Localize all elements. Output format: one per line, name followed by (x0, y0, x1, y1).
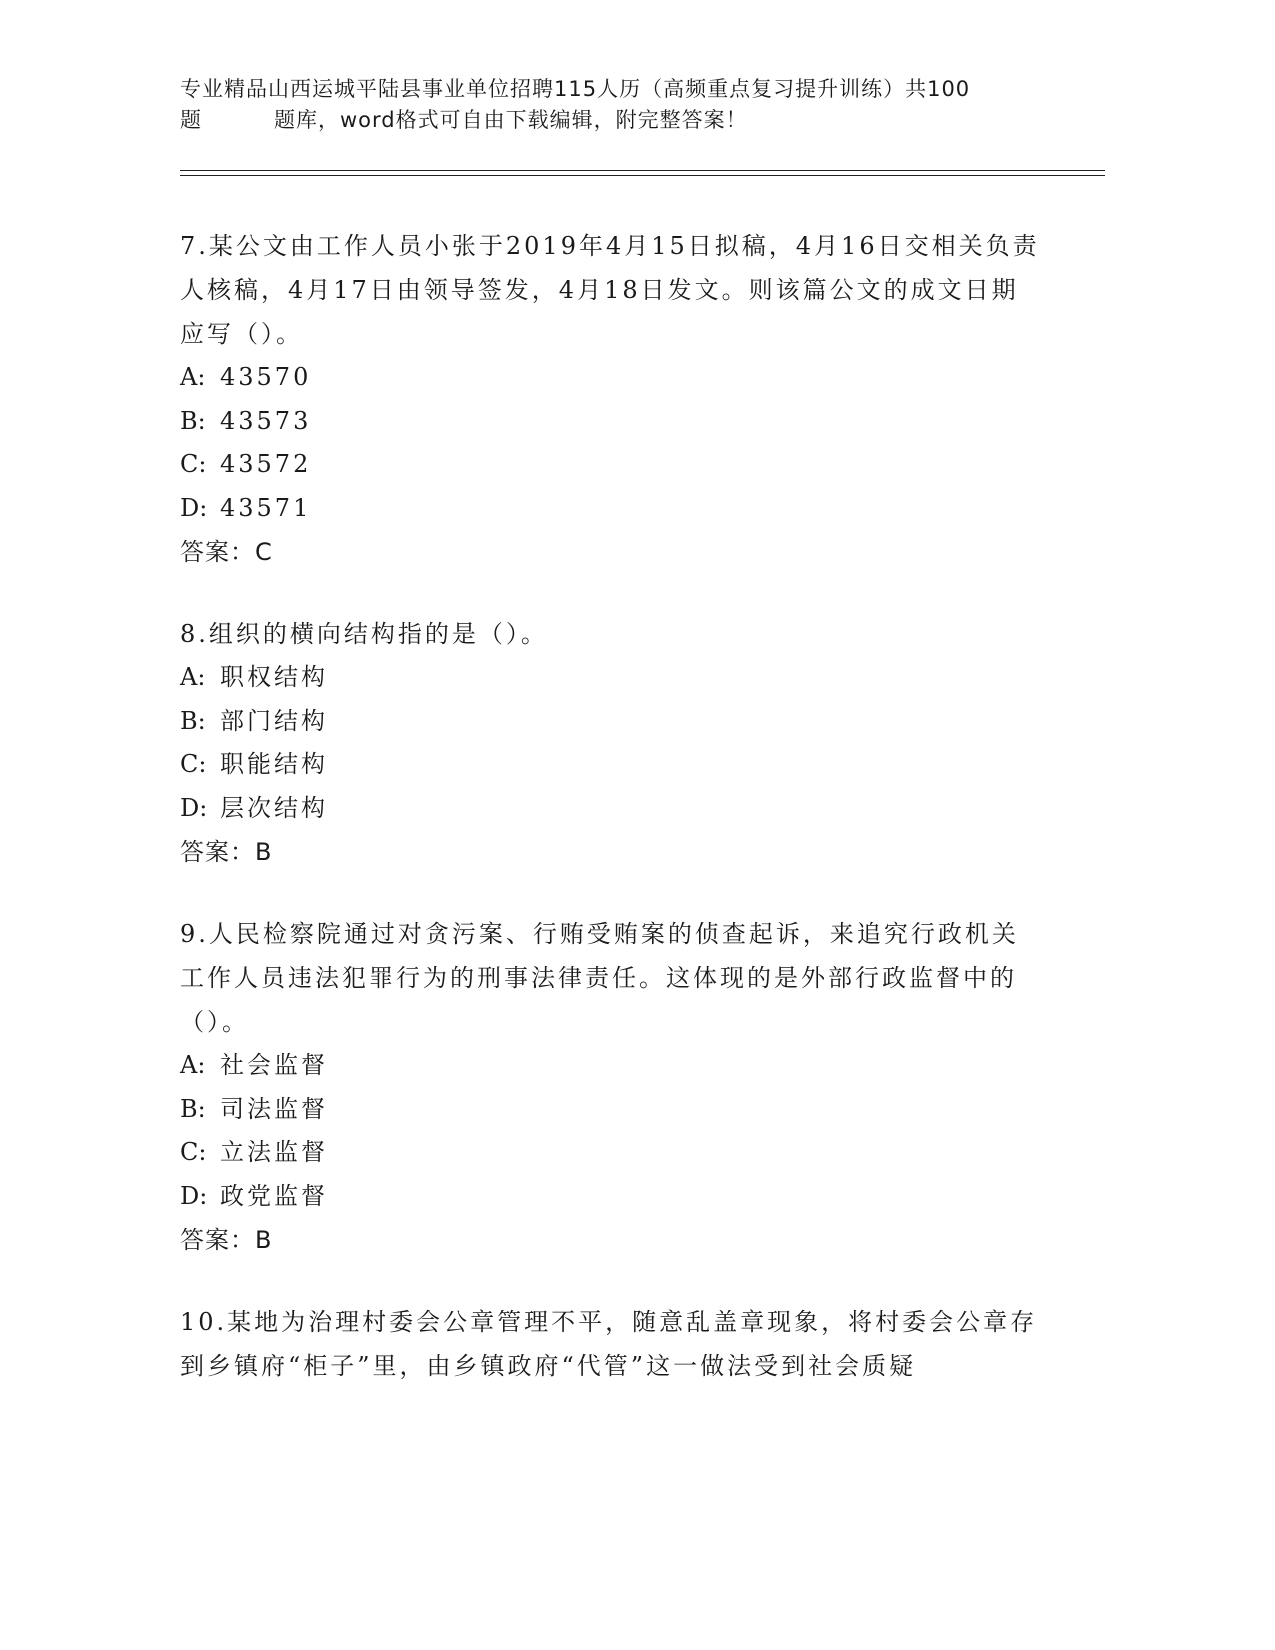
option-b: B: 43573 (180, 406, 312, 435)
question-10 (180, 1300, 1040, 1388)
question-stem: 10.某地为治理村委会公章管理不平，随意乱盖章现象，将村委会公章存到乡镇府“柜子”里，由乡镇政府“代管”这一做法受到社会质疑 (180, 1308, 1038, 1380)
option-d: D: 43571 (180, 493, 312, 522)
header-title-line1: 专业精品山西运城平陆县事业单位招聘115人历（高频重点复习提升训练）共100 (180, 77, 971, 101)
question-9 (180, 912, 1040, 1262)
question-stem: 9.人民检察院通过对贪污案、行贿受贿案的侦查起诉，来追究行政机关工作人员违法犯罪行为的刑事法律责任。这体现的是外部行政监督中的（）。 (180, 920, 1019, 1036)
header-title-line2 (180, 105, 1060, 136)
option-c: C: 43572 (180, 450, 312, 478)
question-8 (180, 612, 1040, 874)
header-divider-top (180, 170, 1105, 171)
option-b: B: 司法监督 (180, 1094, 328, 1123)
option-a: A: 社会监督 (180, 1051, 328, 1079)
header-line2-right: 题库，word格式可自由下载编辑，附完整答案！ (274, 108, 748, 132)
answer-label: 答案：B (180, 838, 273, 866)
document-header (180, 74, 1060, 136)
question-stem: 7.某公文由工作人员小张于2019年4月15日拟稿，4月16日交相关负责人核稿，4月17日由领导签发，4月18日发文。则该篇公文的成文日期应写（）。 (180, 232, 1040, 348)
option-b: B: 部门结构 (180, 706, 328, 735)
answer-label: 答案：B (180, 1226, 273, 1254)
answer-label: 答案：C (180, 538, 273, 566)
question-stem: 8.组织的横向结构指的是（）。 (180, 620, 548, 648)
header-divider-bottom (180, 175, 1105, 176)
option-a: A: 职权结构 (180, 663, 328, 691)
option-c: C: 职能结构 (180, 750, 328, 778)
option-c: C: 立法监督 (180, 1138, 328, 1166)
header-line2-left: 题 (180, 108, 202, 132)
option-d: D: 层次结构 (180, 793, 328, 822)
question-7 (180, 224, 1040, 574)
question-list (180, 224, 1040, 1426)
option-a: A: 43570 (180, 363, 312, 391)
option-d: D: 政党监督 (180, 1181, 328, 1210)
